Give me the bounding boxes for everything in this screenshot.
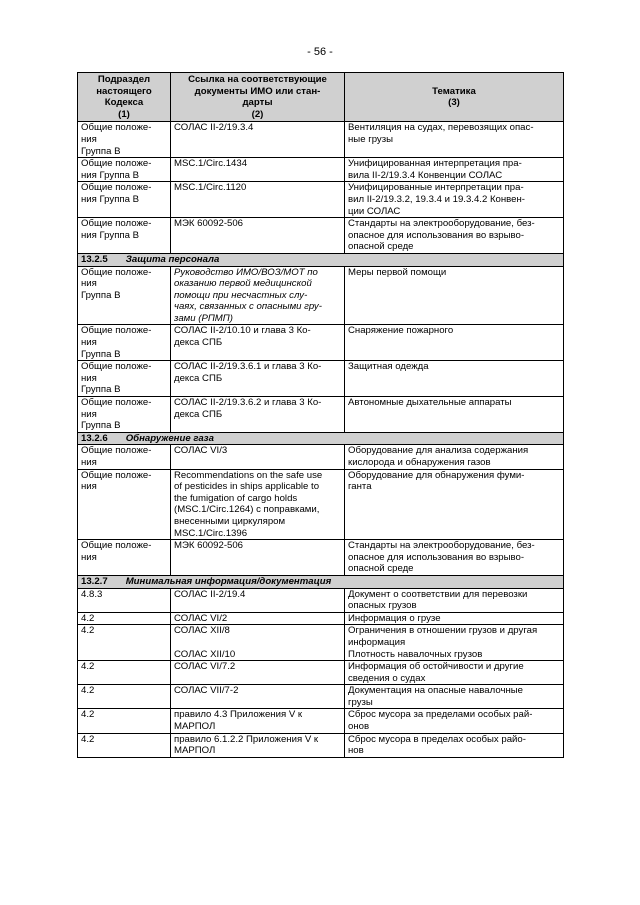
reference-cell: СОЛАС VII/7-2 — [171, 685, 345, 709]
table-row — [78, 661, 564, 685]
subsection-cell: 4.8.3 — [78, 588, 171, 612]
reference-cell: СОЛАС II-2/10.10 и глава 3 Ко- декса СПБ — [171, 325, 345, 361]
subsection-cell: 4.2 — [78, 685, 171, 709]
reference-cell: СОЛАС II-2/19.3.6.1 и глава 3 Ко- декса СПБ — [171, 361, 345, 397]
subject-cell: Унифицированная интерпретация пра- вила II-2/19.3.4 Конвенции СОЛАС — [345, 158, 564, 182]
header-title: Ссылка на соответствующие документы ИМО или стан- дарты — [188, 74, 327, 109]
subject-cell: Вентиляция на судах, перевозящих опас- ные грузы — [345, 122, 564, 158]
section-header-row — [78, 575, 564, 588]
subject-cell: Информация об остойчивости и другие сведения о судах — [345, 661, 564, 685]
subject-cell: Оборудование для анализа содержания кислорода и обнаружения газов — [345, 445, 564, 469]
table-row — [78, 445, 564, 469]
reference-cell: MSC.1/Circ.1434 — [171, 158, 345, 182]
reference-cell: СОЛАС II-2/19.3.6.2 и глава 3 Ко- декса СПБ — [171, 397, 345, 433]
header-title: Тематика — [432, 85, 476, 97]
section-number: 13.2.5 — [81, 253, 108, 265]
header-col-number: (2) — [251, 108, 264, 120]
subject-cell: Снаряжение пожарного — [345, 325, 564, 361]
subsection-cell: Общие положе- ния — [78, 469, 171, 540]
table-row — [78, 325, 564, 361]
reference-cell: МЭК 60092-506 — [171, 540, 345, 576]
subsection-cell: 4.2 — [78, 661, 171, 685]
header-title: Подраздел настоящего Кодекса — [96, 74, 152, 109]
reference-cell: СОЛАС II-2/19.4 — [171, 588, 345, 612]
reference-table — [77, 72, 564, 758]
subject-cell: Документ о соответствии для перевозки опасных грузов — [345, 588, 564, 612]
table-row — [78, 612, 564, 625]
subsection-cell: Общие положе- ния Группа В — [78, 182, 171, 218]
subsection-cell: Общие положе- ния Группа В — [78, 122, 171, 158]
subject-cell: Сброс мусора за пределами особых рай- онов — [345, 709, 564, 733]
header-cell-subject — [345, 73, 564, 122]
reference-cell: Recommendations on the safe use of pesticides in ships applicable to the fumigation of cargo holds (MSC.1/Circ.1264) с поправками, внесенными циркуляром MSC.1/Circ.1396 — [171, 469, 345, 540]
table-row — [78, 397, 564, 433]
table-row — [78, 625, 564, 661]
subject-cell: Документация на опасные навалочные грузы — [345, 685, 564, 709]
table-row — [78, 182, 564, 218]
section-title: Минимальная информация/документация — [125, 575, 332, 587]
subsection-cell: 4.2 — [78, 709, 171, 733]
reference-cell: СОЛАС VI/7.2 — [171, 661, 345, 685]
table-row — [78, 733, 564, 757]
subsection-cell: Общие положе- ния Группа В — [78, 397, 171, 433]
table-row — [78, 685, 564, 709]
section-header-cell — [78, 432, 564, 445]
reference-cell: МЭК 60092-506 — [171, 218, 345, 254]
subsection-cell: Общие положе- ния — [78, 540, 171, 576]
section-number: 13.2.6 — [81, 432, 108, 444]
reference-cell: СОЛАС VI/3 — [171, 445, 345, 469]
table-row — [78, 122, 564, 158]
reference-cell: СОЛАС VI/2 — [171, 612, 345, 625]
subsection-cell: 4.2 — [78, 612, 171, 625]
table-row — [78, 588, 564, 612]
table-header-row — [78, 73, 564, 122]
subsection-cell: Общие положе- ния — [78, 445, 171, 469]
header-col-number: (1) — [118, 108, 130, 120]
subject-cell: Стандарты на электрооборудование, без- опасное для использования во взрыво- опасной среде — [345, 218, 564, 254]
header-cell-reference — [171, 73, 345, 122]
subsection-cell: Общие положе- ния Группа В — [78, 218, 171, 254]
section-number: 13.2.7 — [81, 575, 108, 587]
subject-cell: Оборудование для обнаружения фуми- ганта — [345, 469, 564, 540]
table-row — [78, 361, 564, 397]
table-row — [78, 469, 564, 540]
subject-cell: Информация о грузе — [345, 612, 564, 625]
subsection-cell: Общие положе- ния Группа В — [78, 266, 171, 325]
subsection-cell: 4.2 — [78, 625, 171, 661]
table-row — [78, 218, 564, 254]
table-row — [78, 266, 564, 325]
subject-cell: Сброс мусора в пределах особых райо- нов — [345, 733, 564, 757]
subsection-cell: Общие положе- ния Группа В — [78, 325, 171, 361]
table-row — [78, 540, 564, 576]
subsection-cell: Общие положе- ния Группа В — [78, 158, 171, 182]
subject-cell: Меры первой помощи — [345, 266, 564, 325]
section-header-row — [78, 432, 564, 445]
reference-cell: правило 6.1.2.2 Приложения V к МАРПОЛ — [171, 733, 345, 757]
page-number: - 56 - — [307, 46, 333, 58]
subsection-cell: Общие положе- ния Группа В — [78, 361, 171, 397]
subject-cell: Ограничения в отношении грузов и другая информация Плотность навалочных грузов — [345, 625, 564, 661]
subject-cell: Автономные дыхательные аппараты — [345, 397, 564, 433]
section-header-cell — [78, 575, 564, 588]
reference-cell: СОЛАС II-2/19.3.4 — [171, 122, 345, 158]
table-row — [78, 709, 564, 733]
section-title: Защита персонала — [125, 253, 220, 265]
subject-cell: Защитная одежда — [345, 361, 564, 397]
table-row — [78, 158, 564, 182]
section-header-row — [78, 253, 564, 266]
reference-cell: СОЛАС XII/8 СОЛАС XII/10 — [171, 625, 345, 661]
subject-cell: Унифицированные интерпретации пра- вил II-2/19.3.2, 19.3.4 и 19.3.4.2 Конвен- ции СОЛАС — [345, 182, 564, 218]
header-cell-subsection — [78, 73, 171, 122]
subject-cell: Стандарты на электрооборудование, без- опасное для использования во взрыво- опасной среде — [345, 540, 564, 576]
reference-cell: правило 4.3 Приложения V к МАРПОЛ — [171, 709, 345, 733]
header-col-number: (3) — [448, 97, 460, 109]
section-title: Обнаружение газа — [125, 432, 214, 444]
reference-cell: Руководство ИМО/ВОЗ/МОТ по оказанию первой медицинской помощи при несчастных слу- чаях, связанных с опасными гру- зами (РПМП) — [171, 266, 345, 325]
reference-cell: MSC.1/Circ.1120 — [171, 182, 345, 218]
subsection-cell: 4.2 — [78, 733, 171, 757]
section-header-cell — [78, 253, 564, 266]
